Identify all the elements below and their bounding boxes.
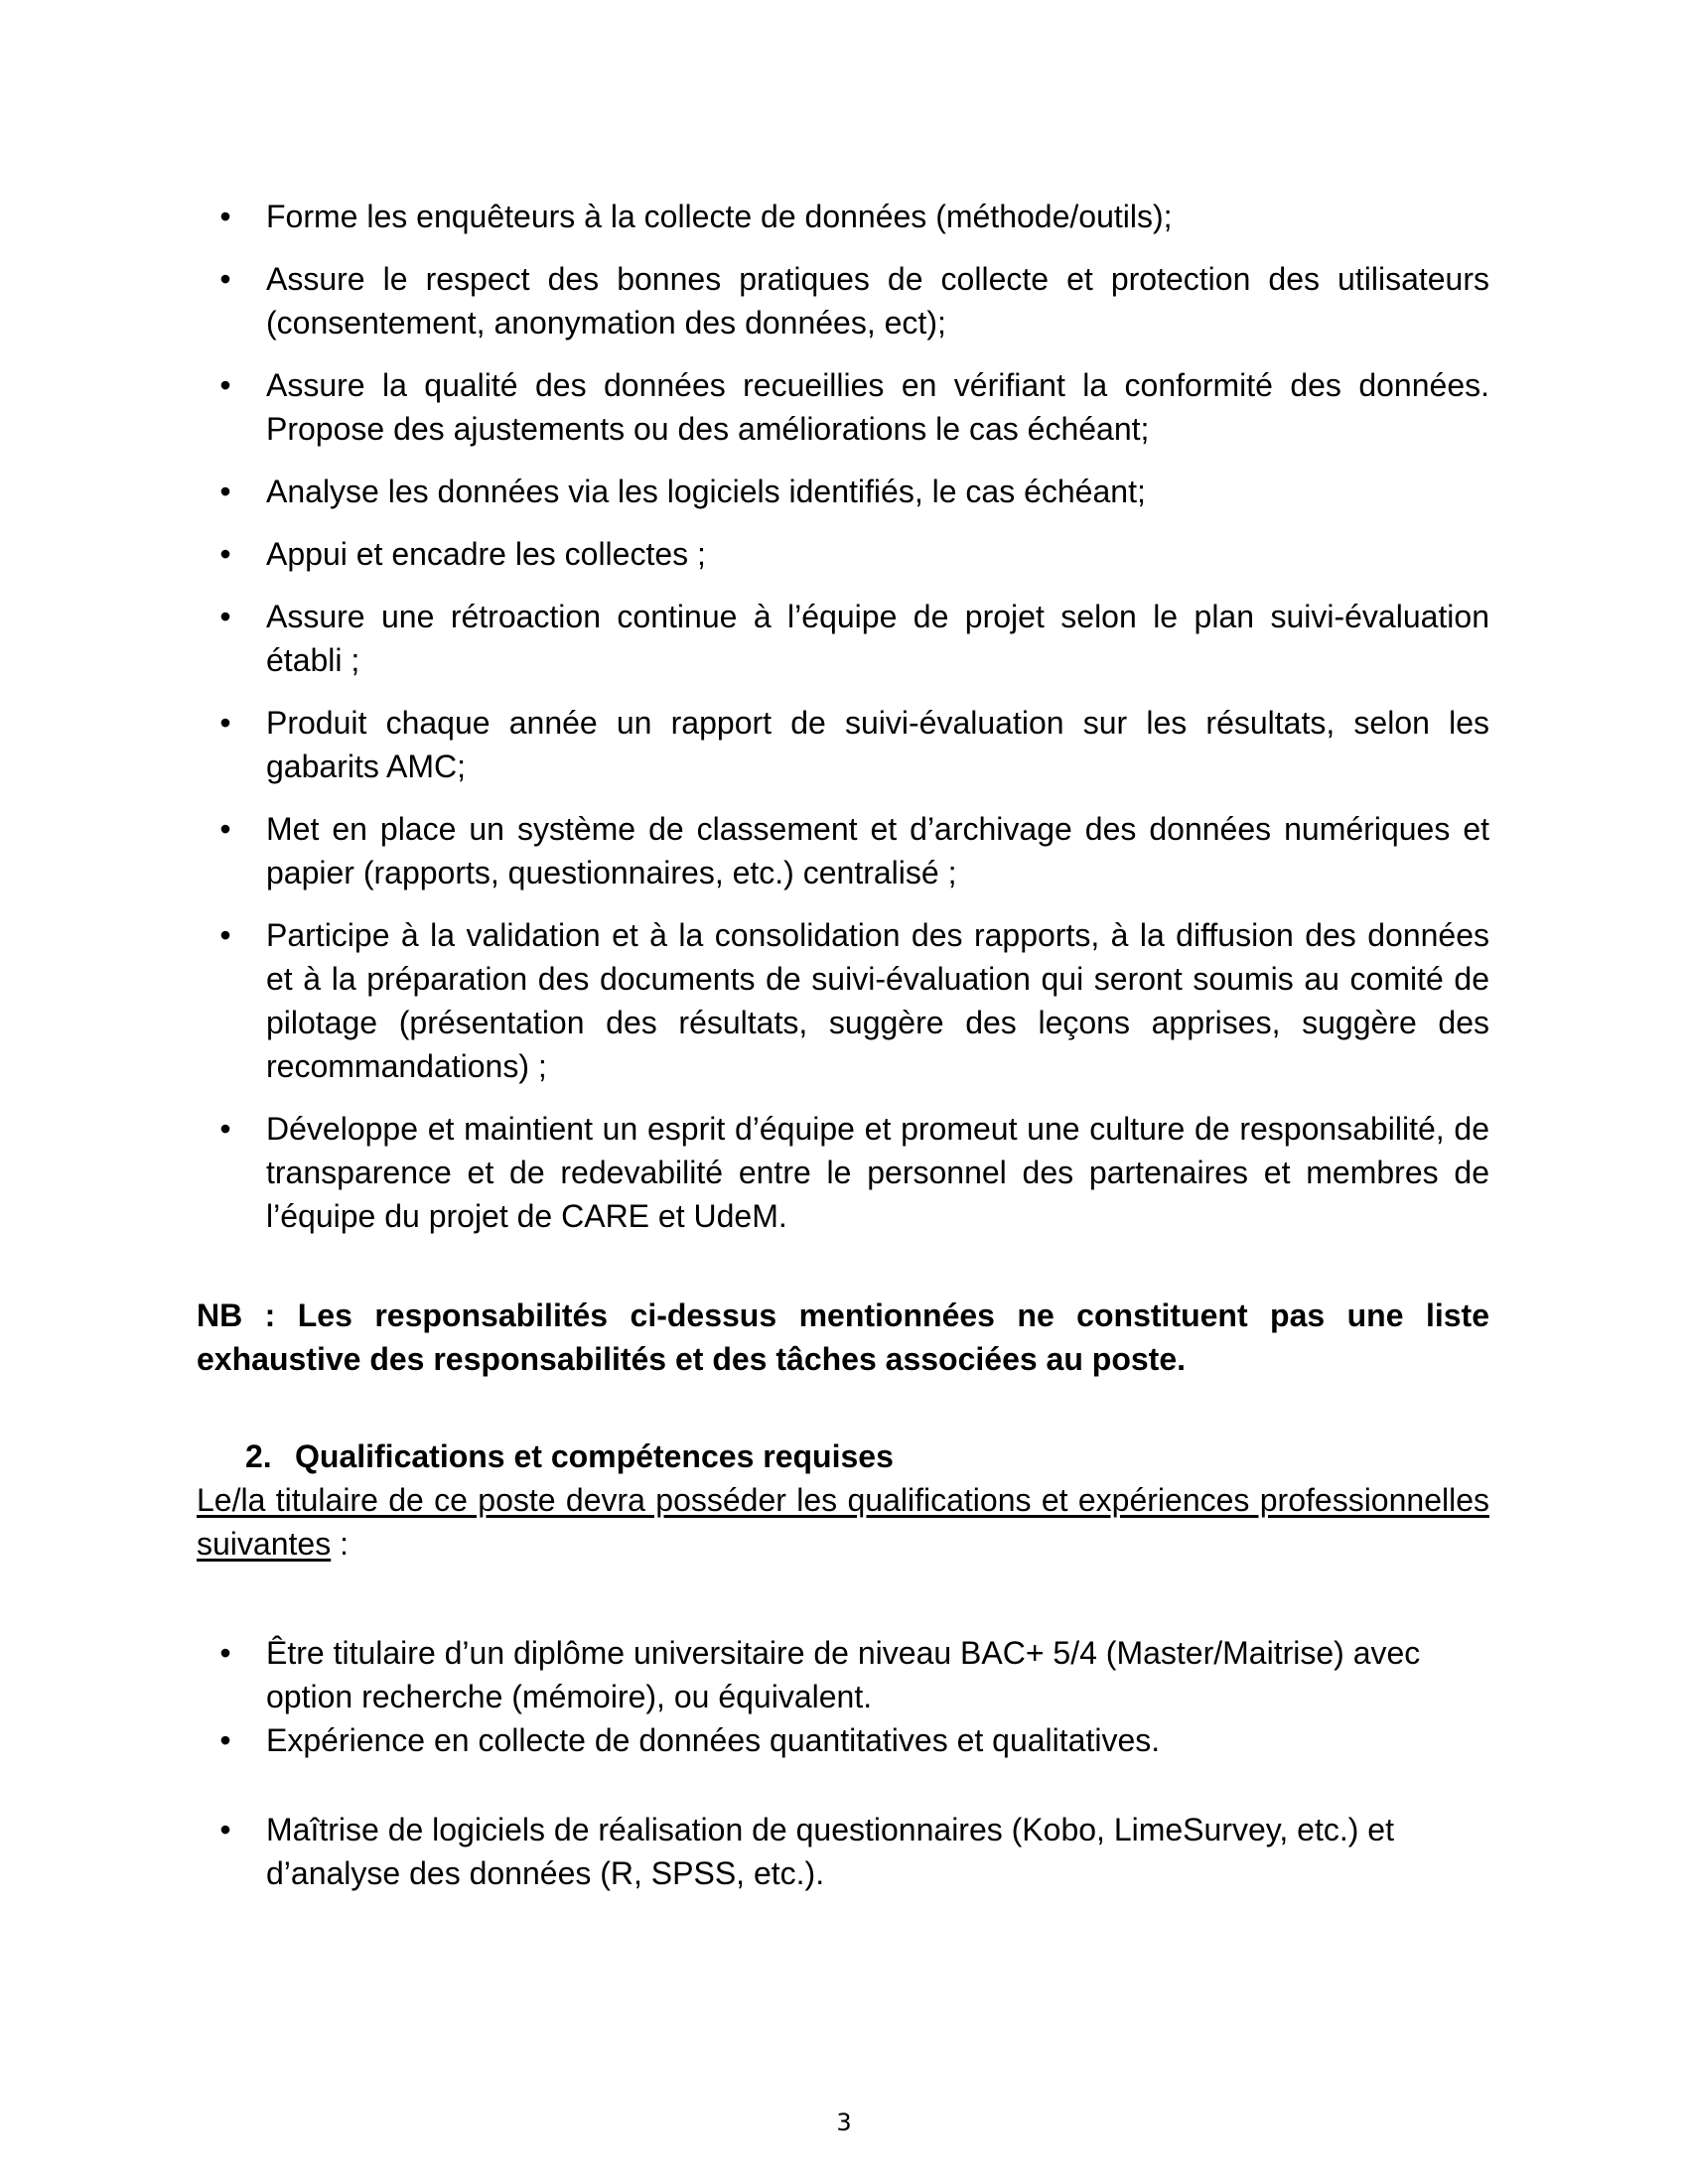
list-item	[197, 913, 1489, 1088]
list-item-text: Assure le respect des bonnes pratiques de collecte et protection des utilisateurs (consentement, anonymation des données, ect);	[266, 261, 1489, 341]
bullet-icon: •	[219, 811, 231, 847]
page-number: 3	[836, 2109, 852, 2136]
list-item	[197, 1808, 1489, 1895]
bullet-icon: •	[219, 1812, 231, 1847]
list-item-text: Produit chaque année un rapport de suivi-évaluation sur les résultats, selon les gabarits AMC;	[266, 705, 1489, 784]
bullet-icon: •	[219, 1635, 231, 1671]
list-item	[197, 1631, 1489, 1718]
list-item	[197, 1718, 1489, 1762]
list-item	[197, 595, 1489, 682]
bullet-icon: •	[219, 367, 231, 403]
list-item-text: Appui et encadre les collectes ;	[266, 536, 706, 572]
bullet-icon: •	[219, 261, 231, 297]
list-item-text: Analyse les données via les logiciels identifiés, le cas échéant;	[266, 474, 1146, 509]
bullet-icon: •	[219, 536, 231, 572]
list-item	[197, 257, 1489, 344]
list-item	[197, 470, 1489, 513]
responsibilities-list	[197, 195, 1489, 1238]
bullet-icon: •	[219, 1111, 231, 1147]
list-item-text: Développe et maintient un esprit d’équipe et promeut une culture de responsabilité, de transparence et de redevabilité entre le personnel des partenaires et membres de l’équipe du projet de CARE et UdeM.	[266, 1111, 1489, 1234]
list-item-text: Maîtrise de logiciels de réalisation de questionnaires (Kobo, LimeSurvey, etc.) et d’analyse des données (R, SPSS, etc.).	[266, 1812, 1394, 1891]
bullet-icon: •	[219, 917, 231, 953]
list-item	[197, 363, 1489, 451]
list-item-text: Être titulaire d’un diplôme universitaire de niveau BAC+ 5/4 (Master/Maitrise) avec option recherche (mémoire), ou équivalent.	[266, 1635, 1421, 1714]
list-item-text: Expérience en collecte de données quantitatives et qualitatives.	[266, 1722, 1161, 1758]
bullet-icon: •	[219, 599, 231, 634]
list-item-text: Assure la qualité des données recueillies en vérifiant la conformité des données. Propose des ajustements ou des améliorations le cas échéant;	[266, 367, 1489, 447]
section-intro-suffix: :	[331, 1526, 349, 1562]
section-heading	[197, 1434, 1489, 1478]
list-item-text: Assure une rétroaction continue à l’équipe de projet selon le plan suivi-évaluation établi ;	[266, 599, 1489, 678]
list-item	[197, 195, 1489, 238]
list-item	[197, 1107, 1489, 1238]
document-page	[197, 195, 1489, 1895]
list-item	[197, 701, 1489, 788]
bullet-icon: •	[219, 705, 231, 741]
bullet-icon: •	[219, 1722, 231, 1758]
list-item	[197, 532, 1489, 576]
nb-note: NB : Les responsabilités ci-dessus mentionnées ne constituent pas une liste exhaustive des responsabilités et des tâches associées au poste.	[197, 1297, 1489, 1377]
qualifications-list	[197, 1631, 1489, 1895]
list-item-text: Participe à la validation et à la consolidation des rapports, à la diffusion des données et à la préparation des documents de suivi-évaluation qui seront soumis au comité de pilotage (présentation des résultats, suggère des leçons apprises, suggère des recommandations) ;	[266, 917, 1489, 1084]
list-item-text: Forme les enquêteurs à la collecte de données (méthode/outils);	[266, 199, 1173, 234]
section-intro	[197, 1478, 1489, 1566]
section-intro-text: Le/la titulaire de ce poste devra posséder les qualifications et expériences professionnelles suivantes	[197, 1482, 1489, 1562]
list-item	[197, 807, 1489, 894]
section-title: Qualifications et compétences requises	[295, 1438, 894, 1474]
bullet-icon: •	[219, 199, 231, 234]
list-item-text: Met en place un système de classement et d’archivage des données numériques et papier (rapports, questionnaires, etc.) centralisé ;	[266, 811, 1489, 890]
section-number: 2.	[245, 1438, 272, 1474]
bullet-icon: •	[219, 474, 231, 509]
